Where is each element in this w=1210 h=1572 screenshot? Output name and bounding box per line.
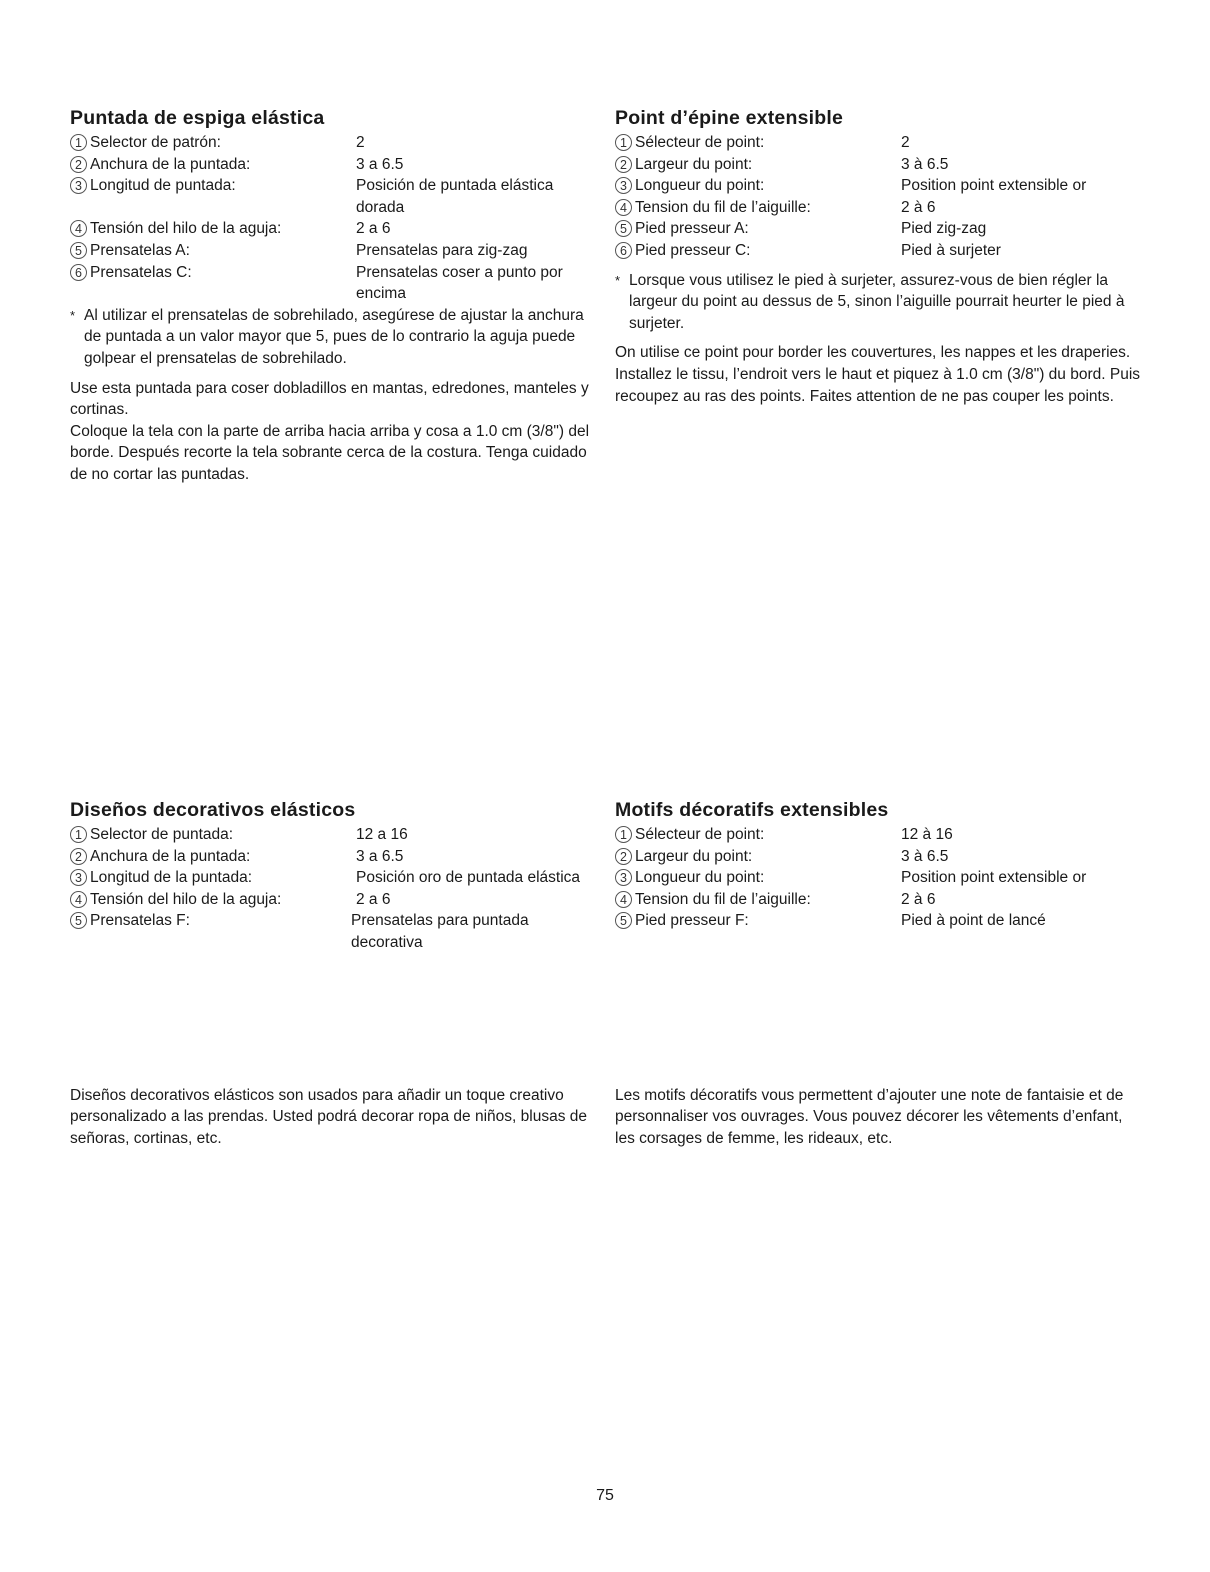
setting-label: Tensión del hilo de la aguja: (90, 890, 282, 908)
setting-value: Prensatelas para puntada decorativa (351, 912, 529, 951)
setting-key (70, 867, 356, 889)
setting-value: Posición oro de puntada elástica (356, 869, 581, 887)
setting-row (615, 889, 1145, 911)
setting-value: Pied zig-zag (901, 220, 987, 238)
setting-row (615, 824, 1145, 846)
circled-number: 4 (615, 891, 632, 908)
setting-value: Prensatelas para zig-zag (356, 241, 528, 259)
setting-key (70, 910, 351, 953)
setting-key (615, 132, 901, 154)
setting-row (70, 889, 600, 911)
setting-label: Tensión del hilo de la aguja: (90, 220, 282, 238)
setting-key (70, 262, 356, 305)
setting-label: Tension du fil de l’aiguille: (635, 890, 811, 908)
setting-key (615, 240, 901, 262)
setting-key (70, 132, 356, 154)
circled-number: 3 (615, 869, 632, 886)
setting-label: Largeur du point: (635, 847, 753, 865)
footnote-text: Lorsque vous utilisez le pied à surjeter, assurez-vous de bien régler la largeur du point au dessus de 5, sinon l’aiguille pourrait heurter le pied à surjeter. (629, 271, 1125, 332)
description-paragraph: Les motifs décoratifs vous permettent d’ajouter une note de fantaisie et de personnaliser vos ouvrages. Vous pouvez décorer les vêtements d’enfant, les corsages de femme, les rideaux, etc. (615, 1086, 1124, 1147)
circled-number: 2 (615, 156, 632, 173)
setting-row (615, 154, 1145, 176)
settings-list (615, 824, 1145, 932)
setting-value: 3 à 6.5 (901, 155, 949, 173)
footnote (615, 270, 1145, 335)
circled-number: 3 (70, 177, 87, 194)
setting-row (615, 175, 1145, 197)
setting-value: 3 a 6.5 (356, 155, 404, 173)
section-title: Motifs décoratifs extensibles (615, 799, 889, 821)
section-title: Diseños decorativos elásticos (70, 799, 356, 821)
setting-row (615, 867, 1145, 889)
setting-key (615, 867, 901, 889)
circled-number: 3 (615, 177, 632, 194)
setting-label: Longitud de la puntada: (90, 869, 253, 887)
setting-label: Longitud de puntada: (90, 177, 236, 195)
setting-value: 2 à 6 (901, 198, 936, 216)
page-number: 75 (596, 1487, 614, 1504)
setting-row (70, 824, 600, 846)
circled-number: 5 (70, 912, 87, 929)
circled-number: 1 (70, 826, 87, 843)
setting-label: Sélecteur de point: (635, 826, 765, 843)
setting-label: Selector de patrón: (90, 134, 221, 151)
circled-number: 6 (615, 242, 632, 259)
asterisk: * (70, 307, 76, 323)
setting-value: 3 a 6.5 (356, 847, 404, 865)
setting-key (70, 846, 356, 868)
paragraph: Installez le tissu, l’endroit vers le haut et piquez à 1.0 cm (3/8") du bord. Puis recoupez au ras des points. Faites attention de ne pas couper les points. (615, 365, 1141, 405)
circled-number: 5 (615, 220, 632, 237)
setting-key (70, 889, 356, 911)
setting-row (70, 262, 600, 305)
setting-value: 2 (901, 134, 910, 151)
circled-number: 2 (70, 848, 87, 865)
setting-row (615, 846, 1145, 868)
setting-key (615, 824, 901, 846)
setting-row (615, 197, 1145, 219)
paragraph: On utilise ce point pour border les couvertures, les nappes et les draperies. (615, 344, 1131, 362)
setting-key (615, 197, 901, 219)
circled-number: 2 (615, 848, 632, 865)
setting-row (70, 132, 600, 154)
circled-number: 1 (615, 134, 632, 151)
setting-row (70, 910, 600, 953)
setting-key (70, 154, 356, 176)
circled-number: 2 (70, 156, 87, 173)
settings-list (70, 132, 600, 305)
setting-key (615, 154, 901, 176)
setting-value: 2 à 6 (901, 890, 936, 908)
section-title: Point d’épine extensible (615, 107, 844, 129)
setting-label: Selector de puntada: (90, 826, 234, 843)
setting-label: Pied presseur C: (635, 241, 751, 259)
settings-list (70, 824, 600, 954)
setting-label: Tension du fil de l’aiguille: (635, 198, 811, 216)
setting-value: Pied à point de lancé (901, 912, 1046, 930)
setting-value: 12 à 16 (901, 826, 953, 843)
setting-key (615, 218, 901, 240)
setting-label: Pied presseur A: (635, 220, 749, 238)
setting-label: Anchura de la puntada: (90, 155, 251, 173)
setting-value: 2 (356, 134, 365, 151)
settings-list (615, 132, 1145, 262)
setting-row (70, 240, 600, 262)
setting-key (70, 240, 356, 262)
setting-key (70, 175, 356, 218)
setting-row (70, 846, 600, 868)
setting-label: Largeur du point: (635, 155, 753, 173)
setting-row (615, 218, 1145, 240)
setting-value: Position point extensible or (901, 177, 1087, 195)
circled-number: 4 (70, 220, 87, 237)
setting-value: Pied à surjeter (901, 241, 1001, 259)
setting-value: 2 a 6 (356, 220, 391, 238)
section-title: Puntada de espiga elástica (70, 107, 325, 129)
setting-label: Anchura de la puntada: (90, 847, 251, 865)
setting-label: Longueur du point: (635, 869, 765, 887)
circled-number: 3 (70, 869, 87, 886)
setting-label: Prensatelas A: (90, 241, 190, 259)
circled-number: 6 (70, 264, 87, 281)
circled-number: 5 (70, 242, 87, 259)
asterisk: * (615, 272, 621, 288)
footnote-text: Al utilizar el prensatelas de sobrehilado, asegúrese de ajustar la anchura de puntada a un valor mayor que 5, pues de lo contrario la aguja puede golpear el prensatelas de sobrehilado. (84, 306, 584, 367)
setting-key (70, 824, 356, 846)
setting-key (615, 910, 901, 932)
setting-label: Sélecteur de point: (635, 134, 765, 151)
setting-row (70, 175, 600, 218)
setting-key (615, 889, 901, 911)
setting-label: Pied presseur F: (635, 912, 749, 930)
setting-key (70, 218, 356, 240)
setting-value: Posición de puntada elástica dorada (356, 177, 554, 216)
section-point-epine (615, 106, 1145, 407)
setting-key (615, 175, 901, 197)
circled-number: 1 (615, 826, 632, 843)
setting-row (70, 867, 600, 889)
section-disenos-decorativos (70, 798, 600, 954)
setting-row (70, 218, 600, 240)
description-paragraph: Diseños decorativos elásticos son usados para añadir un toque creativo personalizado a las prendas. Usted podrá decorar ropa de niños, blusas de señoras, cortinas, etc. (70, 1086, 587, 1147)
paragraph: Use esta puntada para coser dobladillos en mantas, edredones, manteles y cortinas. (70, 379, 589, 419)
circled-number: 4 (615, 199, 632, 216)
setting-value: Position point extensible or (901, 869, 1087, 887)
setting-row (70, 154, 600, 176)
circled-number: 1 (70, 134, 87, 151)
section-motifs-decoratifs (615, 798, 1145, 932)
setting-row (615, 910, 1145, 932)
setting-row (615, 132, 1145, 154)
setting-value: 12 a 16 (356, 826, 408, 843)
footnote (70, 305, 600, 370)
setting-row (615, 240, 1145, 262)
setting-value: 3 à 6.5 (901, 847, 949, 865)
circled-number: 5 (615, 912, 632, 929)
section-puntada-espiga (70, 106, 600, 486)
setting-value: 2 a 6 (356, 890, 391, 908)
circled-number: 4 (70, 891, 87, 908)
setting-label: Prensatelas C: (90, 263, 192, 281)
setting-label: Longueur du point: (635, 177, 765, 195)
setting-value: Prensatelas coser a punto por encima (356, 263, 563, 303)
setting-label: Prensatelas F: (90, 912, 190, 930)
paragraph: Coloque la tela con la parte de arriba hacia arriba y cosa a 1.0 cm (3/8") del borde. Después recorte la tela sobrante cerca de la costura. Tenga cuidado de no cortar las puntadas. (70, 422, 590, 483)
setting-key (615, 846, 901, 868)
